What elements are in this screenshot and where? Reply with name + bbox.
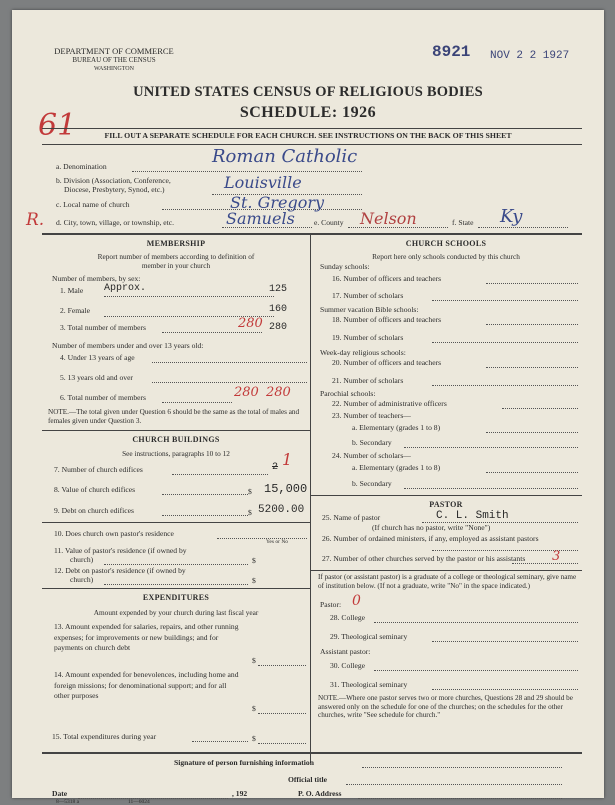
q7-edifices-label: 7. Number of church edifices (54, 465, 143, 474)
buildings-sub: See instructions, paragraphs 10 to 12 (122, 449, 230, 458)
q7-edifices-handwritten: 1 (282, 450, 293, 469)
q4-under13-label: 4. Under 13 years of age (60, 353, 135, 362)
pastor-handwritten: 0 (352, 593, 361, 609)
department-header (44, 47, 184, 74)
q8-value-label: 8. Value of church edifices (54, 485, 136, 494)
q15-dollar: $ (252, 734, 256, 743)
q18-label: 18. Number of officers and teachers (332, 315, 442, 324)
q14-dollar: $ (252, 704, 256, 713)
pastor-subheading: Pastor: (320, 600, 342, 609)
q25-note: (If church has no pastor, write "None") (372, 523, 491, 532)
census-form (12, 10, 604, 805)
pastor-name-value[interactable]: C. L. Smith (436, 510, 509, 522)
division-label: b. Division (Association, Conference, (56, 176, 171, 185)
q1-male-value[interactable]: 125 (269, 284, 288, 295)
year-label: , 192 (232, 789, 248, 798)
instruction-line: FILL OUT A SEPARATE SCHEDULE FOR EACH CHURCH. SEE INSTRUCTIONS ON THE BACK OF THIS SHEET (104, 131, 512, 140)
city-label: d. City, town, village, or township, etc. (56, 218, 175, 227)
q24b-label: b. Secondary (352, 479, 392, 488)
county-label: e. County (314, 218, 344, 227)
q10-residence-label: 10. Does church own pastor's residence (54, 529, 174, 538)
q16-label: 16. Number of officers and teachers (332, 274, 442, 283)
q24a-label: a. Elementary (grades 1 to 8) (352, 463, 441, 472)
q2-female-value[interactable]: 160 (269, 304, 288, 315)
po-address-label: P. O. Address (298, 789, 342, 798)
membership-sub1: Report number of members according to definition of (97, 252, 255, 261)
q17-label: 17. Number of scholars (332, 291, 404, 300)
q11-residence-value-label: 11. Value of pastor's residence (if owned by (54, 546, 187, 555)
date-label: Date (52, 789, 68, 798)
schools-sub: Report here only schools conducted by this church (372, 252, 520, 261)
q9-debt-label: 9. Debt on church edifices (54, 506, 134, 515)
q31-label: 31. Theological seminary (330, 680, 408, 689)
q20-label: 20. Number of officers and teachers (332, 358, 442, 367)
q27-value[interactable]: 3 (552, 549, 561, 564)
q8-dollar: $ (248, 487, 252, 496)
assistant-subheading: Assistant pastor: (320, 647, 371, 656)
membership-note: NOTE.—The total given under Question 6 should be the same as the total of males and females given under Question 3. (48, 408, 300, 425)
buildings-title: CHURCH BUILDINGS (132, 435, 220, 444)
q19-label: 19. Number of scholars (332, 333, 404, 342)
q14-label: 14. Amount expended for benevolences, including home and foreign missions; for denominational support; and for all other purposes (54, 670, 239, 700)
q12-church-label: church) (70, 575, 94, 584)
q6-total-handwritten: 280 (234, 385, 259, 400)
stamp-date: NOV 2 2 1927 (490, 50, 570, 62)
state-value[interactable]: Ky (500, 206, 523, 227)
county-value[interactable]: Nelson (360, 209, 417, 228)
q9-dollar: $ (248, 508, 252, 517)
q6-total-handwritten-2: 280 (266, 385, 291, 400)
q3-total-value[interactable]: 280 (269, 322, 288, 333)
q15-label: 15. Total expenditures during year (52, 732, 157, 741)
approx-note: Approx. (104, 283, 147, 294)
members-by-sex-label: Number of members, by sex: (52, 274, 141, 283)
q9-value[interactable]: 5200.00 (258, 504, 305, 516)
official-title-label: Official title (288, 775, 328, 784)
yes-no-hint: Yes or No (266, 539, 289, 545)
q3-total-handwritten: 280 (238, 316, 263, 331)
q29-label: 29. Theological seminary (330, 632, 408, 641)
q22-label: 22. Number of administrative officers (332, 399, 447, 408)
q30-label: 30. College (330, 661, 366, 670)
pastor-note: NOTE.—Where one pastor serves two or more churches, Questions 28 and 29 should be answered only on the schedule for one of the churches; on the schedules for the other churches, write "See schedule for church." (318, 694, 573, 719)
q12-residence-debt-label: 12. Debt on pastor's residence (if owned by (54, 566, 186, 575)
q27-label: 27. Number of other churches served by the pastor or his assistants (322, 554, 526, 563)
q11-dollar: $ (252, 556, 256, 565)
denomination-label: a. Denomination (56, 162, 107, 171)
q12-dollar: $ (252, 576, 256, 585)
form-number: 8—5318 a (56, 799, 80, 805)
q1-male-label: 1. Male (60, 286, 84, 295)
division-value[interactable]: Louisville (224, 173, 302, 192)
dept-name: DEPARTMENT OF COMMERCE (54, 46, 174, 56)
margin-mark: R. (26, 210, 45, 230)
q23-label: 23. Number of teachers— (332, 411, 411, 420)
q11-church-label: church) (70, 555, 94, 564)
q8-value[interactable]: 15,000 (264, 482, 308, 496)
q6-total-label: 6. Total number of members (60, 393, 147, 402)
q5-over13-label: 5. 13 years old and over (60, 373, 133, 382)
membership-sub2: member in your church (141, 261, 211, 270)
stamp-number: 8921 (432, 43, 471, 61)
q3-total-label: 3. Total number of members (60, 323, 147, 332)
pastor-title: PASTOR (429, 500, 463, 509)
q23b-label: b. Secondary (352, 438, 392, 447)
parochial-label: Parochial schools: (320, 389, 376, 398)
sunday-label: Sunday schools: (320, 262, 370, 271)
weekday-label: Week-day religious schools: (320, 348, 406, 357)
print-number: 11—6024 (128, 799, 150, 805)
city-value[interactable]: Samuels (226, 209, 295, 228)
division-label-2: Diocese, Presbytery, Synod, etc.) (64, 185, 165, 194)
q21-label: 21. Number of scholars (332, 376, 404, 385)
q28-label: 28. College (330, 613, 366, 622)
denomination-value[interactable]: Roman Catholic (212, 146, 358, 167)
local-name-value[interactable]: St. Gregory (230, 193, 325, 212)
state-label: f. State (452, 218, 474, 227)
expenditures-title: EXPENDITURES (142, 593, 210, 602)
summer-label: Summer vacation Bible schools: (320, 305, 419, 314)
members-by-age-label: Number of members under and over 13 years old: (52, 341, 204, 350)
q7-edifices-value[interactable]: 2 (272, 462, 279, 473)
handwritten-code: 61 (38, 108, 77, 143)
q25-label: 25. Name of pastor (322, 513, 381, 522)
bureau-name: BUREAU OF THE CENSUS (72, 56, 156, 64)
schools-title: CHURCH SCHOOLS (405, 239, 487, 248)
signature-label: Signature of person furnishing information (174, 758, 314, 767)
city-name: WASHINGTON (94, 66, 134, 72)
form-title: UNITED STATES CENSUS OF RELIGIOUS BODIES (133, 84, 483, 100)
q2-female-label: 2. Female (60, 306, 90, 315)
q13-dollar: $ (252, 656, 256, 665)
schedule-title: SCHEDULE: 1926 (239, 104, 377, 121)
graduate-note: If pastor (or assistant pastor) is a graduate of a college or theological seminary, give name of institution below. (If not a graduate, write "No" in the space indicated.) (318, 573, 577, 590)
q13-label: 13. Amount expended for salaries, repairs, and other running expenses; for improvements or new buildings; and for payments on church debt (54, 622, 239, 652)
q23a-label: a. Elementary (grades 1 to 8) (352, 423, 441, 432)
membership-title: MEMBERSHIP (146, 239, 206, 248)
local-name-label: c. Local name of church (56, 200, 130, 209)
expenditures-sub: Amount expended by your church during last fiscal year (93, 608, 259, 617)
q24-label: 24. Number of scholars— (332, 451, 411, 460)
q26-label: 26. Number of ordained ministers, if any, employed as assistant pastors (322, 534, 539, 543)
